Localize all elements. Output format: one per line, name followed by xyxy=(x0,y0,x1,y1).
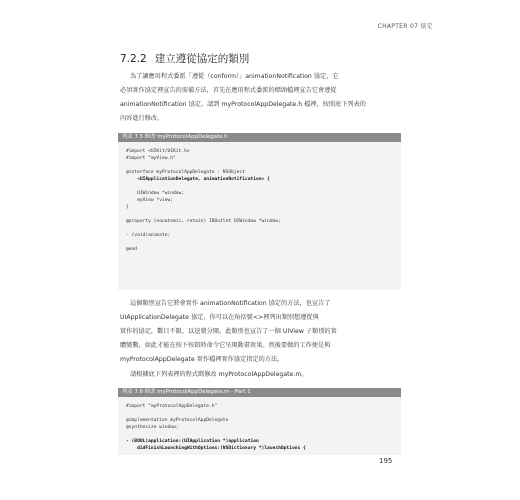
code-line xyxy=(126,225,401,232)
middle-line: 實作的協定，數目不限，以逗號分開。此類別也宣告了一個 UIView 子類別的實 xyxy=(120,328,337,335)
code-line: #import "myView.h" xyxy=(126,156,176,161)
listing-7-6-header: 列表 7.6 修改 myProtocolAppDelegate.m - Part 1 xyxy=(118,388,401,397)
page-number: 195 xyxy=(379,457,393,465)
code-line: <UIApplicationDelegate, animationNotification> { xyxy=(126,177,270,182)
code-line xyxy=(126,211,401,218)
code-line: #import "myProtocolAppDelegate.h" xyxy=(126,404,218,409)
code-line xyxy=(126,183,401,190)
code-line: - (void)animate; xyxy=(126,233,171,238)
code-line: @property (nonatomic, retain) IBOutlet UIWindow *window; xyxy=(126,219,281,224)
chapter-header: CHAPTER 07 協定 xyxy=(377,23,433,30)
intro-line: animationNotification 協定。請到 myProtocolAppDelegate.h 檔裡，按照底下列表的 xyxy=(120,101,366,108)
middle-line: myProtocolAppDelegate 實作檔裡實作協定指定的方法。 xyxy=(120,356,284,363)
listing-7-5-header: 列表 7.5 修改 myProtocolAppDelegate.h xyxy=(118,133,401,142)
middle-line: 這個類別宣告它將會實作 animationNotification 協定的方法，也宣告了 xyxy=(130,300,331,307)
code-line xyxy=(126,410,401,417)
code-line xyxy=(126,162,401,169)
intro-line: 內容進行修改。 xyxy=(120,115,164,122)
code-line xyxy=(126,239,401,246)
intro-paragraph xyxy=(120,70,400,126)
section-title xyxy=(120,51,249,66)
instruction-line: 請根據底下列表裡的程式碼修改 myProtocolAppDelegate.m。 xyxy=(130,371,308,378)
middle-line: 體變數，如此才能在按下按鈕時命令它呈現動畫效果。然後要做的工作便是與 xyxy=(120,342,331,349)
code-line: #import <UIKit/UIKit.h> xyxy=(126,149,190,154)
code-line: UIWindow *window; xyxy=(126,191,185,196)
code-line: @synthesize window; xyxy=(126,425,179,430)
instruction-paragraph xyxy=(120,368,400,382)
code-line: @interface myProtocolAppDelegate : NSObject xyxy=(126,170,245,175)
intro-line: 為了讓應用程式委派「遵從（conform）」animationNotification 協定，它 xyxy=(130,73,339,80)
intro-line: 必須實作協定裡宣告的需備方法，首先在應用程式委派的標頭檔裡宣告它會遵從 xyxy=(120,87,337,94)
middle-paragraph xyxy=(120,297,400,367)
code-line: - (BOOL)application:(UIApplication *)application xyxy=(126,439,259,444)
code-line xyxy=(126,431,401,438)
code-line: myView *view; xyxy=(126,198,174,203)
code-line: @end xyxy=(126,247,138,252)
middle-line: UIApplicationDelegate 協定，你可以在角括號<>裡列出類別想遵從與 xyxy=(120,314,319,321)
listing-7-6-code xyxy=(118,397,401,455)
section-number: 7.2.2 xyxy=(120,53,147,65)
listing-7-5-code xyxy=(118,142,401,290)
section-title-text: 建立遵從協定的類別 xyxy=(154,53,250,65)
code-line: } xyxy=(126,205,129,210)
code-line: @implementation myProtocolAppDelegate xyxy=(126,418,229,423)
code-line: didFinishLaunchingWithOptions:(NSDictionary *)launchOptions { xyxy=(126,446,306,451)
